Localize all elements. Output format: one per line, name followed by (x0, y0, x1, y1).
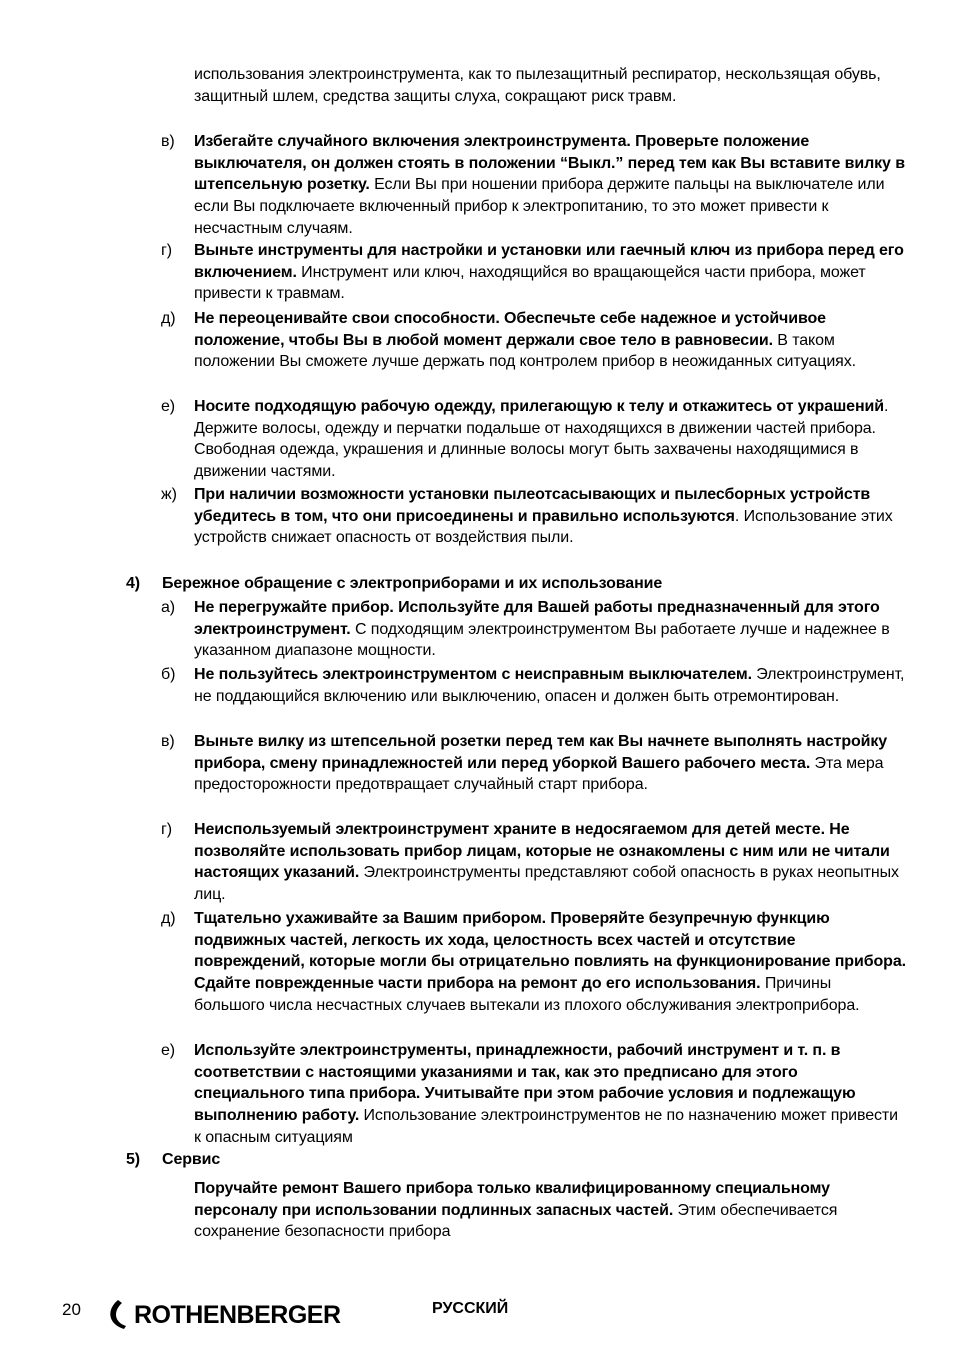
logo-swoosh-icon (110, 1300, 126, 1329)
item-text (194, 308, 906, 373)
item-normal-text: Электроинструмент, не поддающийся включению или выключению, опасен и должен быть отремонтирован. (194, 666, 905, 705)
intro-continuation: использования электроинструмента, как то пылезащитный респиратор, нескользящая обувь, защитный шлем, средства защиты слуха, сокращают риск травм. (194, 66, 881, 105)
item-bold-text: Не переоценивайте свои способности. Обеспечьте себе надежное и устойчивое положение, чтобы Вы в любой момент держали свое тело в равновесии. (194, 310, 826, 349)
section-title: Сервис (162, 1151, 221, 1168)
item-marker: в) (161, 733, 175, 750)
item-normal-text: Инструмент или ключ, находящийся во вращающейся части прибора, может привести к травмам. (194, 263, 866, 303)
item-normal-text: Если Вы при ношении прибора держите пальцы на выключателе или если Вы подключаете включенный прибор к электропитанию, то это может привести к несчастным случаям. (194, 176, 885, 237)
section-number: 4) (126, 575, 141, 592)
item-marker: д) (161, 910, 176, 927)
item-bold-text: Носите подходящую рабочую одежду, прилегающую к телу и откажитесь от украшений (194, 398, 885, 415)
item-marker: е) (161, 398, 176, 415)
section-title: Бережное обращение с электроприборами и их использование (162, 575, 663, 592)
item-marker: ж) (161, 486, 177, 503)
item-marker: в) (161, 133, 175, 150)
item-bold-text: Тщательно ухаживайте за Вашим прибором. Проверяйте безупречную функцию подвижных частей, легкость их хода, целостность всех частей и отсутствие повреждений, которые могли бы отрицательно повлиять на функционирование прибора. Сдайте поврежденные части прибора на ремонт до его использования. (194, 910, 906, 993)
item-marker: а) (161, 599, 176, 616)
language-label: РУССКИЙ (432, 1300, 509, 1317)
item-normal-text: . Использование этих устройств снижает опасность от воздействия пыли. (194, 507, 893, 547)
item-text (194, 1040, 906, 1149)
service-bold-text: Поручайте ремонт Вашего прибора только квалифицированному специальному персоналу при использовании подлинных запасных частей. (194, 1180, 830, 1219)
item-text (194, 731, 906, 796)
item-text (194, 664, 906, 707)
section-number: 5) (126, 1151, 141, 1168)
item-normal-text: Использование электроинструментов не по назначению может привести к опасным ситуациям (194, 1107, 898, 1146)
item-marker: е) (161, 1042, 176, 1059)
item-bold-text: Не перегружайте прибор. Используйте для Вашей работы предназначенный для этого электроинструмент. (194, 599, 880, 638)
logo-text: ROTHENBERGER (134, 1301, 341, 1329)
item-marker: г) (161, 821, 172, 838)
item-marker: б) (161, 666, 176, 683)
item-text (194, 597, 906, 662)
item-bold-text: Не пользуйтесь электроинструментом с неисправным выключателем. (194, 666, 752, 683)
service-normal-text: Этим обеспечивается сохранение безопасности прибора (194, 1201, 838, 1241)
item-bold-text: Выньте инструменты для настройки и установки или гаечный ключ из прибора перед его включением. (194, 242, 904, 281)
item-normal-text: Электроинструменты представляют собой опасность в руках неопытных лиц. (194, 864, 899, 904)
item-normal-text: С подходящим электроинструментом Вы работаете лучше и надежнее в указанном диапазоне мощности. (194, 620, 890, 660)
item-bold-text: Неиспользуемый электроинструмент храните в недосягаемом для детей месте. Не позволяйте использовать прибор лицам, которые не ознакомлены с ним или не читали настоящих указаний. (194, 821, 890, 882)
page-footer (0, 1296, 954, 1336)
item-bold-text: Избегайте случайного включения электроинструмента. Проверьте положение выключателя, он должен стоять в положении “Выкл.” перед тем как Вы вставите вилку в штепсельную розетку. (194, 133, 905, 194)
item-marker: г) (161, 242, 172, 259)
service-paragraph (194, 1178, 906, 1243)
rothenberger-logo (104, 1296, 344, 1330)
item-text (194, 396, 906, 483)
item-normal-text: В таком положении Вы сможете лучше держать под контролем прибор в неожиданных ситуациях. (194, 331, 856, 371)
item-text (194, 819, 906, 906)
item-bold-text: При наличии возможности установки пылеотсасывающих и пылесборных устройств убедитесь в том, что они присоединены и правильно используются (194, 486, 871, 525)
page-number: 20 (62, 1300, 81, 1319)
item-text (194, 240, 906, 305)
item-normal-text: Эта мера предосторожности предотвращает случайный старт прибора. (194, 754, 884, 794)
item-text (194, 131, 906, 240)
item-bold-text: Используйте электроинструменты, принадлежности, рабочий инструмент и т. п. в соответствии с настоящими указаниями и так, как это предписано для этого специального типа прибора. Учитывайте при этом рабочие условия и подлежащую выполнению работу. (194, 1042, 856, 1125)
item-bold-text: Выньте вилку из штепсельной розетки перед тем как Вы начнете выполнять настройку прибора, смену принадлежностей или перед уборкой Вашего рабочего места. (194, 733, 888, 772)
item-normal-text: Причины большого числа несчастных случаев вытекали из плохого обслуживания электроприбора. (194, 975, 860, 1014)
item-marker: д) (161, 310, 176, 327)
item-normal-text: . Держите волосы, одежду и перчатки подальше от находящихся в движении частей прибора. Свободная одежда, украшения и длинные волосы могут быть захвачены находящимися в движении частями. (194, 398, 889, 481)
item-text (194, 908, 906, 1017)
item-text (194, 484, 906, 549)
